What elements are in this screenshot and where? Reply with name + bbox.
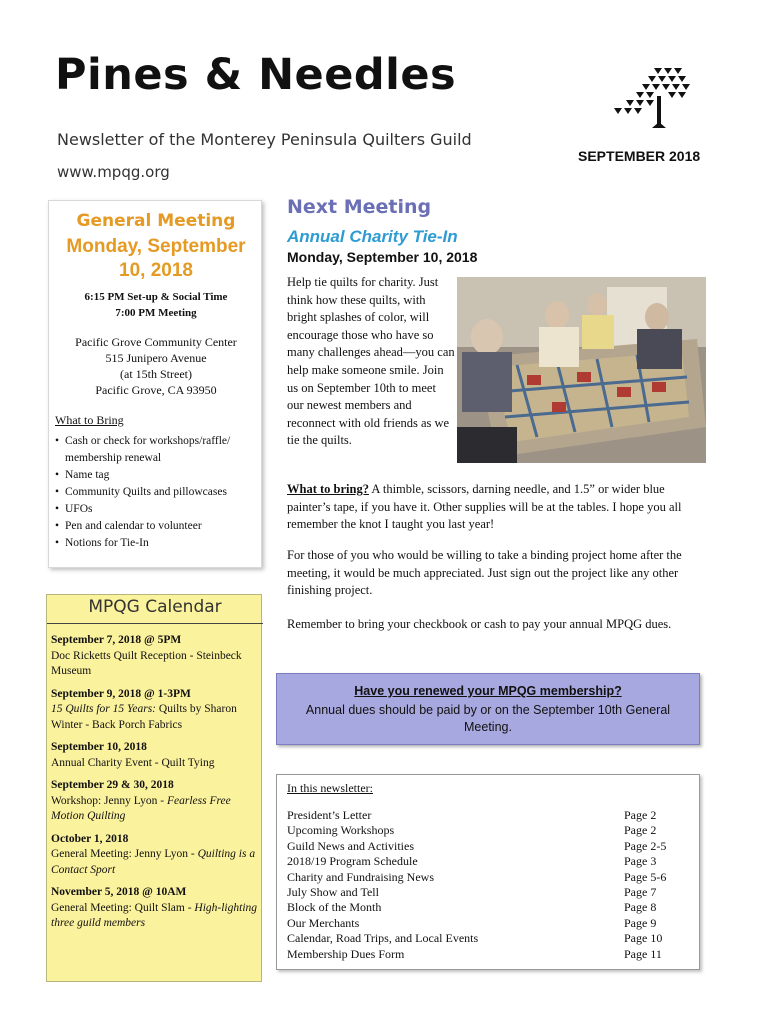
calendar-event xyxy=(51,633,261,680)
toc-title: Calendar, Road Trips, and Local Events xyxy=(287,931,479,946)
toc-row[interactable] xyxy=(287,854,667,869)
event-description xyxy=(51,649,261,680)
list-item: • UFOs xyxy=(55,501,261,518)
toc-page: Page 11 xyxy=(624,946,662,961)
toc-title: Guild News and Activities xyxy=(287,838,414,853)
event-date: September 10, 2018 xyxy=(51,741,147,753)
venue-street: 515 Junipero Avenue xyxy=(105,351,207,365)
general-meeting-date xyxy=(49,235,263,283)
meeting-time: 7:00 PM Meeting xyxy=(115,307,197,319)
next-meeting-intro: Help tie quilts for charity. Just think how these quilts, with bright splashes of color, will encourage those who have so many challenges ahead—you can help make someone smile. Join us on September 10th to meet our newest members and reconnect with old friends as we tie the quilts. xyxy=(287,275,455,448)
event-text: Quilts by Sharon Winter - Back Porch Fabrics xyxy=(51,703,237,731)
event-description xyxy=(51,794,261,825)
toc-row[interactable] xyxy=(287,900,667,915)
event-description xyxy=(51,901,261,932)
event-text-italic: High-lighting three guild members xyxy=(51,901,258,929)
calendar-events xyxy=(51,633,261,939)
newsletter-title: Pines & Needles xyxy=(55,50,457,100)
meeting-date-line-2: 10, 2018 xyxy=(119,260,193,281)
venue-cross-street: (at 15th Street) xyxy=(120,367,192,381)
event-text-italic: Quilting is a Contact Sport xyxy=(51,848,256,876)
table-of-contents xyxy=(276,774,700,970)
toc-page: Page 9 xyxy=(624,915,657,930)
event-text-italic: 15 Quilts for 15 Years: xyxy=(51,703,157,715)
calendar-box xyxy=(46,594,262,982)
calendar-event xyxy=(51,778,261,825)
event-date: September 29 & 30, 2018 xyxy=(51,779,174,791)
toc-page: Page 3 xyxy=(624,854,657,869)
meeting-date-line-1: Monday, September xyxy=(66,236,246,257)
toc-title: Upcoming Workshops xyxy=(287,823,395,838)
calendar-event xyxy=(51,687,261,734)
list-item: • Notions for Tie-In xyxy=(55,535,261,552)
next-meeting-date: Monday, September 10, 2018 xyxy=(287,249,478,265)
binding-paragraph: For those of you who would be willing to take a binding project home after the meeting, it would be much appreciated. Just sign out the project like any other finishing project. xyxy=(287,548,682,597)
what-to-bring-paragraph xyxy=(287,481,707,534)
guild-website[interactable]: www.mpqg.org xyxy=(57,163,170,181)
toc-page: Page 7 xyxy=(624,884,657,899)
event-description xyxy=(51,702,261,733)
event-date: October 1, 2018 xyxy=(51,832,129,845)
event-description xyxy=(51,847,261,878)
event-text: Annual Charity Event - Quilt Tying xyxy=(51,756,215,769)
toc-title: 2018/19 Program Schedule xyxy=(287,854,418,869)
next-meeting-subheading: Annual Charity Tie-In xyxy=(287,227,458,246)
quilt-tying-photo xyxy=(457,277,706,463)
calendar-title: MPQG Calendar xyxy=(88,597,222,617)
event-date: November 5, 2018 @ 10AM xyxy=(51,886,187,898)
toc-row[interactable] xyxy=(287,870,667,885)
event-date: September 9, 2018 @ 1-3PM xyxy=(51,687,191,700)
toc-page: Page 2-5 xyxy=(624,838,667,853)
issue-date: SEPTEMBER 2018 xyxy=(578,148,701,164)
membership-renewal-box xyxy=(276,673,700,745)
what-to-bring-text: A thimble, scissors, darning needle, and 1.5” or wider blue painter’s tape, if you have it. Other supplies will be at the tables. I hope you all remember the knot I taught you last year! xyxy=(287,482,682,531)
pine-tree-quilt-logo-icon xyxy=(612,66,692,130)
toc-list xyxy=(287,808,667,962)
list-item: • Community Quilts and pillowcases xyxy=(55,484,261,501)
toc-row[interactable] xyxy=(287,931,667,946)
venue-city: Pacific Grove, CA 93950 xyxy=(95,383,217,397)
renewal-text: Annual dues should be paid by or on the September 10th General Meeting. xyxy=(305,703,671,734)
what-to-bring-label: What to bring? xyxy=(287,482,369,496)
toc-title: Our Merchants xyxy=(287,915,360,930)
setup-time: 6:15 PM Set-up & Social Time xyxy=(84,291,228,303)
toc-title: Membership Dues Form xyxy=(287,946,405,961)
list-item: • Name tag xyxy=(55,467,261,484)
toc-row[interactable] xyxy=(287,947,667,962)
toc-title: Charity and Fundraising News xyxy=(287,869,434,884)
toc-page: Page 2 xyxy=(624,823,657,838)
toc-title: President’s Letter xyxy=(287,808,372,822)
event-date: September 7, 2018 @ 5PM xyxy=(51,634,182,646)
calendar-event xyxy=(51,885,261,932)
renewal-heading: Have you renewed your MPQG membership? xyxy=(354,684,622,698)
event-text: General Meeting: Quilt Slam - xyxy=(51,901,195,914)
newsletter-subtitle: Newsletter of the Monterey Peninsula Quilters Guild xyxy=(57,130,472,149)
toc-page: Page 5-6 xyxy=(624,869,667,884)
list-item: • Cash or check for workshops/raffle/ membership renewal xyxy=(55,433,261,467)
calendar-event xyxy=(51,740,261,771)
event-text: Workshop: Jenny Lyon - xyxy=(51,794,167,807)
toc-page: Page 10 xyxy=(624,931,663,946)
event-description xyxy=(51,756,261,772)
event-text: General Meeting: Jenny Lyon - xyxy=(51,848,198,860)
calendar-event xyxy=(51,832,261,879)
venue-name: Pacific Grove Community Center xyxy=(75,335,237,349)
meeting-times xyxy=(49,289,263,321)
dues-paragraph: Remember to bring your checkbook or cash to pay your annual MPQG dues. xyxy=(287,617,672,631)
toc-row[interactable] xyxy=(287,823,667,838)
general-meeting-box xyxy=(48,200,262,568)
toc-title: July Show and Tell xyxy=(287,884,379,899)
general-meeting-heading: General Meeting xyxy=(76,211,236,231)
toc-page: Page 2 xyxy=(624,808,657,822)
toc-row[interactable] xyxy=(287,808,667,823)
event-text: Doc Ricketts Quilt Reception - Steinbeck Museum xyxy=(51,649,242,677)
meeting-venue xyxy=(49,334,263,398)
toc-row[interactable] xyxy=(287,916,667,931)
what-to-bring-list xyxy=(55,433,261,552)
toc-page: Page 8 xyxy=(624,900,657,915)
what-to-bring-heading: What to Bring xyxy=(55,413,124,427)
calendar-divider xyxy=(47,623,263,624)
event-text-italic: Fearless Free Motion Quilting xyxy=(51,794,231,822)
toc-heading: In this newsletter: xyxy=(287,781,373,795)
list-item: • Pen and calendar to volunteer xyxy=(55,518,261,535)
toc-row[interactable] xyxy=(287,885,667,900)
toc-row[interactable] xyxy=(287,839,667,854)
toc-title: Block of the Month xyxy=(287,900,382,915)
next-meeting-heading: Next Meeting xyxy=(287,196,432,218)
